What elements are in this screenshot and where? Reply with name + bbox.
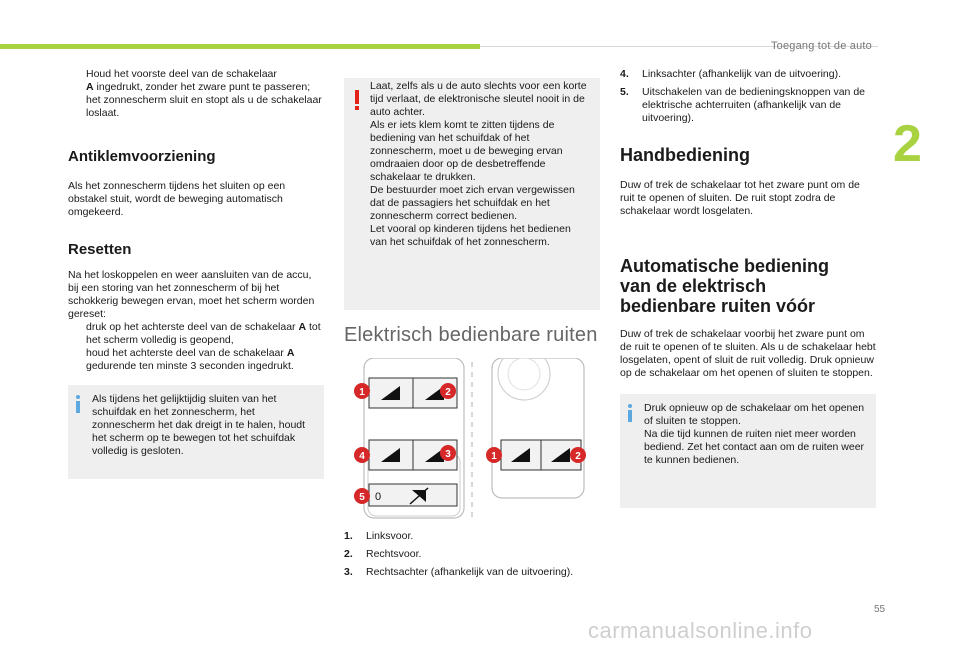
warning-box: Laat, zelfs als u de auto slechts voor een korte tijd verlaat, de elektronische sleutel nooit in de auto achter. Als er iets klem komt te zitten tijdens de bediening van het schuifdak of het zonnescherm, moet u de beweging ervan omdraaien door op de desbetreffende schakelaar te drukken. De bestuurder moet zich ervan vergewissen dat de passagiers het schuifdak en het zonnescherm correct bedienen. Let vooral op kinderen tijdens het bedienen van het schuifdak of het zonnescherm.: [344, 78, 600, 310]
chapter-number: 2: [893, 115, 922, 173]
page-number: 55: [874, 604, 886, 615]
info-icon: [76, 395, 80, 411]
list-item: [344, 566, 600, 579]
badge-label: 3: [445, 449, 451, 460]
child-lock-switch: [369, 484, 457, 506]
badge-2-passenger: [570, 447, 586, 463]
list-item: [344, 548, 600, 561]
badge-1-passenger: [486, 447, 502, 463]
windows-heading: Elektrisch bedienbare ruiten: [344, 324, 598, 346]
window-switches-diagram: [344, 358, 600, 520]
door-panel-right: [492, 358, 584, 498]
badge-label: 4: [359, 451, 365, 462]
reset-text: Na het loskoppelen en weer aansluiten van de accu, bij een storing van het zonnescherm of bij het schokkerig bewegen ervan, moet het scherm worden gereset:: [68, 269, 315, 320]
badge-3: [440, 445, 456, 461]
badge-label: 1: [359, 387, 365, 398]
auto-heading-line: van de elektrisch: [620, 276, 767, 296]
auto-heading-line: Automatische bediening: [620, 256, 830, 276]
bullet-release: Houd het voorste deel van de schakelaar A ingedrukt, zonder het zware punt te passeren; het zonnescherm sluit en stopt als u de schakelaar loslaat.: [86, 68, 322, 119]
list-number: 2.: [344, 548, 353, 560]
list-number: 5.: [620, 86, 629, 98]
switch-key: A: [286, 347, 295, 359]
switch-zero-label: 0: [375, 491, 382, 503]
info-text: Als tijdens het gelijktijdig sluiten van het schuifdak en het zonnescherm, het zonnescherm het dak dreigt in te halen, houdt het scherm op te bewegen tot het schuifdak volledig is gesloten.: [92, 393, 306, 457]
info-text: Na die tijd kunnen de ruiten niet meer worden bediend. Zet het contact aan om de ruiten weer te kunnen bedienen.: [644, 428, 865, 466]
badge-4: [354, 447, 370, 463]
auto-heading-line: bedienbare ruiten vóór: [620, 296, 816, 316]
header-accent-bar: [0, 44, 480, 49]
list-text: Linksachter (afhankelijk van de uitvoering).: [642, 68, 842, 80]
list-number: 4.: [620, 68, 629, 80]
anti-pinch-text: Als het zonnescherm tijdens het sluiten op een obstakel stuit, wordt de beweging automatisch omgekeerd.: [68, 180, 286, 218]
column-2: [344, 78, 600, 346]
list-number: 3.: [344, 566, 353, 578]
windows-list-2: [620, 68, 876, 125]
section-title: Toegang tot de auto: [770, 40, 872, 52]
manual-text: Duw of trek de schakelaar tot het zware punt om de ruit te openen of sluiten. De ruit stopt zodra de schakelaar wordt losgelaten.: [620, 179, 860, 217]
column-3: [620, 68, 876, 508]
badge-label: 2: [575, 451, 581, 462]
watermark: carmanualsonline.info: [588, 618, 813, 643]
reset-bullet-1: druk op het achterste deel van de schakelaar A tot het scherm volledig is geopend,: [86, 321, 321, 346]
list-item: [620, 86, 876, 125]
list-text: Rechtsvoor.: [366, 548, 422, 560]
badge-2: [440, 383, 456, 399]
badge-label: 5: [359, 492, 365, 503]
info-box-sunblind: [68, 385, 324, 479]
manual-heading: Handbediening: [620, 145, 750, 165]
info-box-windows: [620, 394, 876, 508]
reset-bullet-2: houd het achterste deel van de schakelaar A gedurende ten minste 3 seconden ingedrukt.: [86, 347, 295, 372]
badge-label: 1: [491, 451, 497, 462]
list-text: Rechtsachter (afhankelijk van de uitvoering).: [366, 566, 574, 578]
list-text: Uitschakelen van de bedieningsknoppen van de elektrische achterruiten (afhankelijk van de uitvoering).: [642, 86, 865, 124]
info-icon: [628, 404, 632, 420]
badge-5: [354, 488, 370, 504]
list-item: [344, 530, 600, 543]
badge-label: 2: [445, 387, 451, 398]
warning-icon: [354, 90, 360, 110]
anti-pinch-heading: Antiklemvoorziening: [68, 148, 216, 165]
auto-heading: [620, 256, 876, 316]
list-item: [620, 68, 876, 81]
badge-1: [354, 383, 370, 399]
info-text: Druk opnieuw op de schakelaar om het openen of sluiten te stoppen.: [644, 402, 865, 427]
switch-key: A: [86, 81, 94, 93]
switch-key: A: [298, 321, 307, 333]
reset-heading: Resetten: [68, 241, 132, 258]
column-1: [68, 68, 324, 479]
auto-text: Duw of trek de schakelaar voorbij het zware punt om de ruit te openen of te sluiten. Als u de schakelaar hebt losgelaten, opent of sluit de ruit volledig. Druk opnieuw op de schakelaar om het openen of sluiten te stoppen.: [620, 328, 876, 379]
list-text: Linksvoor.: [366, 530, 414, 542]
list-number: 1.: [344, 530, 353, 542]
windows-list-1: [344, 530, 600, 584]
